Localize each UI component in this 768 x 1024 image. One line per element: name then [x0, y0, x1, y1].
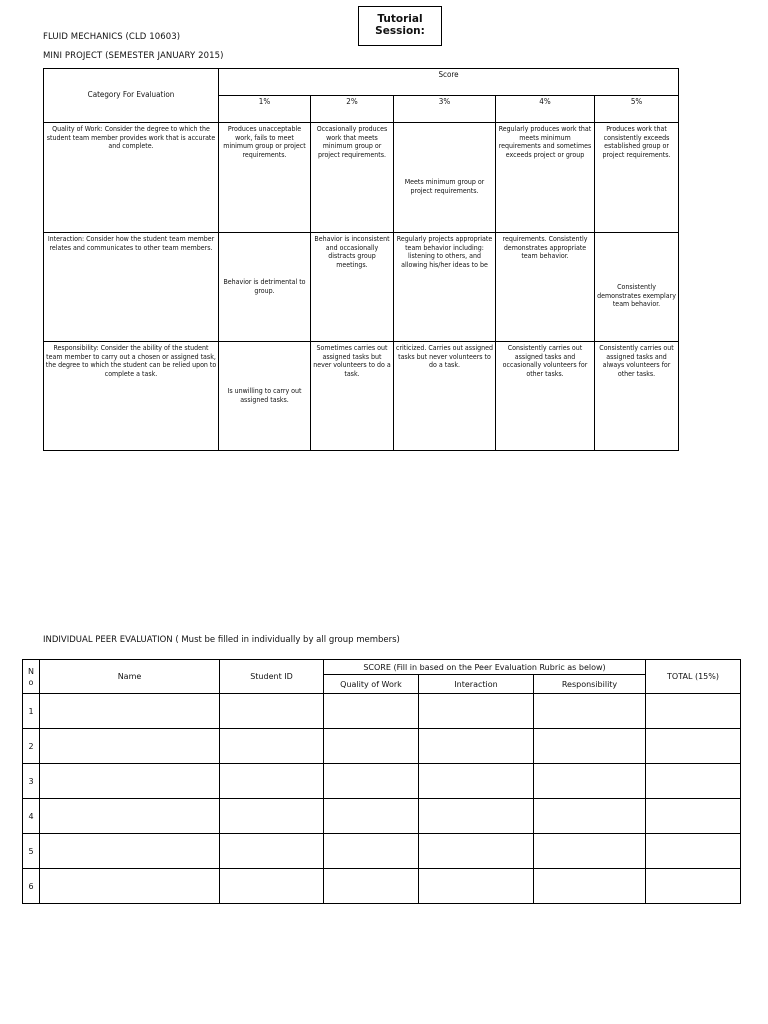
rubric-table: [43, 68, 679, 451]
responsibility-score-cell[interactable]: [534, 869, 646, 904]
row-number: 3: [23, 764, 40, 799]
row-number: 1: [23, 694, 40, 729]
name-cell[interactable]: [40, 729, 220, 764]
table-row: [23, 799, 741, 834]
student-id-cell[interactable]: [220, 729, 324, 764]
table-row: [23, 694, 741, 729]
responsibility-score-cell[interactable]: [534, 764, 646, 799]
quality-score-cell[interactable]: [324, 764, 419, 799]
total-cell[interactable]: [646, 764, 741, 799]
table-row: [23, 764, 741, 799]
student-id-header: Student ID: [220, 660, 324, 694]
name-cell[interactable]: [40, 694, 220, 729]
student-id-cell[interactable]: [220, 869, 324, 904]
rubric-cell: Regularly projects appropriate team behavior including: listening to others, and allowing his/her ideas to be: [394, 233, 496, 342]
name-cell[interactable]: [40, 869, 220, 904]
interaction-score-cell[interactable]: [419, 764, 534, 799]
score-col-3: 3%: [394, 96, 496, 123]
rubric-cell: Consistently demonstrates exemplary team behavior.: [595, 233, 679, 342]
responsibility-score-cell[interactable]: [534, 729, 646, 764]
category-header: Category For Evaluation: [44, 69, 219, 123]
tutorial-label: Tutorial: [377, 13, 423, 25]
student-id-cell[interactable]: [220, 799, 324, 834]
course-title: FLUID MECHANICS (CLD 10603): [43, 32, 181, 42]
rubric-cell: Consistently carries out assigned tasks and occasionally volunteers for other tasks.: [496, 342, 595, 451]
interaction-score-cell[interactable]: [419, 799, 534, 834]
total-cell[interactable]: [646, 869, 741, 904]
row-number: 6: [23, 869, 40, 904]
student-id-cell[interactable]: [220, 764, 324, 799]
score-group-header: SCORE (Fill in based on the Peer Evaluation Rubric as below): [324, 660, 646, 675]
session-label: Session:: [375, 25, 425, 37]
responsibility-score-cell[interactable]: [534, 694, 646, 729]
score-col-4: 4%: [496, 96, 595, 123]
interaction-score-cell[interactable]: [419, 869, 534, 904]
rubric-cell: Meets minimum group or project requirements.: [394, 123, 496, 233]
quality-score-cell[interactable]: [324, 729, 419, 764]
quality-score-cell[interactable]: [324, 799, 419, 834]
interaction-score-cell[interactable]: [419, 834, 534, 869]
student-id-cell[interactable]: [220, 834, 324, 869]
category-responsibility: Responsibility: Consider the ability of the student team member to carry out a chosen or assigned task, the degree to which the student can be relied upon to complete a task.: [44, 342, 219, 451]
quality-score-cell[interactable]: [324, 694, 419, 729]
row-number: 4: [23, 799, 40, 834]
total-header: TOTAL (15%): [646, 660, 741, 694]
rubric-cell: Consistently carries out assigned tasks and always volunteers for other tasks.: [595, 342, 679, 451]
no-header: No: [23, 660, 40, 694]
rubric-cell: Is unwilling to carry out assigned tasks.: [219, 342, 311, 451]
score-col-2: 2%: [311, 96, 394, 123]
quality-score-cell[interactable]: [324, 869, 419, 904]
score-header: Score: [219, 69, 679, 96]
name-cell[interactable]: [40, 799, 220, 834]
rubric-cell: Behavior is inconsistent and occasionally distracts group meetings.: [311, 233, 394, 342]
rubric-cell: Produces work that consistently exceeds established group or project requirements.: [595, 123, 679, 233]
quality-score-cell[interactable]: [324, 834, 419, 869]
total-cell[interactable]: [646, 799, 741, 834]
rubric-cell: Occasionally produces work that meets minimum group or project requirements.: [311, 123, 394, 233]
rubric-cell: Produces unacceptable work, fails to meet minimum group or project requirements.: [219, 123, 311, 233]
table-row: [23, 869, 741, 904]
table-row: [23, 729, 741, 764]
rubric-row-responsibility: [44, 342, 679, 451]
interaction-score-cell[interactable]: [419, 729, 534, 764]
student-id-cell[interactable]: [220, 694, 324, 729]
total-cell[interactable]: [646, 834, 741, 869]
rubric-row-interaction: [44, 233, 679, 342]
name-header: Name: [40, 660, 220, 694]
name-cell[interactable]: [40, 834, 220, 869]
responsibility-score-cell[interactable]: [534, 834, 646, 869]
row-number: 2: [23, 729, 40, 764]
category-quality: Quality of Work: Consider the degree to which the student team member provides work that is accurate and complete.: [44, 123, 219, 233]
rubric-row-quality: [44, 123, 679, 233]
table-row: [23, 834, 741, 869]
rubric-cell: Behavior is detrimental to group.: [219, 233, 311, 342]
rubric-cell: Sometimes carries out assigned tasks but never volunteers to do a task.: [311, 342, 394, 451]
interaction-score-cell[interactable]: [419, 694, 534, 729]
peer-evaluation-table: [22, 659, 741, 904]
score-col-5: 5%: [595, 96, 679, 123]
quality-of-work-header: Quality of Work: [324, 675, 419, 694]
peer-evaluation-title: INDIVIDUAL PEER EVALUATION ( Must be filled in individually by all group members): [43, 635, 400, 645]
rubric-cell: requirements. Consistently demonstrates appropriate team behavior.: [496, 233, 595, 342]
total-cell[interactable]: [646, 729, 741, 764]
total-cell[interactable]: [646, 694, 741, 729]
category-interaction: Interaction: Consider how the student team member relates and communicates to other team members.: [44, 233, 219, 342]
responsibility-score-cell[interactable]: [534, 799, 646, 834]
row-number: 5: [23, 834, 40, 869]
interaction-header: Interaction: [419, 675, 534, 694]
name-cell[interactable]: [40, 764, 220, 799]
project-title: MINI PROJECT (SEMESTER JANUARY 2015): [43, 51, 224, 61]
rubric-cell: criticized. Carries out assigned tasks but never volunteers to do a task.: [394, 342, 496, 451]
responsibility-header: Responsibility: [534, 675, 646, 694]
tutorial-session-box: [358, 6, 442, 46]
score-col-1: 1%: [219, 96, 311, 123]
rubric-cell: Regularly produces work that meets minimum requirements and sometimes exceeds project or group: [496, 123, 595, 233]
